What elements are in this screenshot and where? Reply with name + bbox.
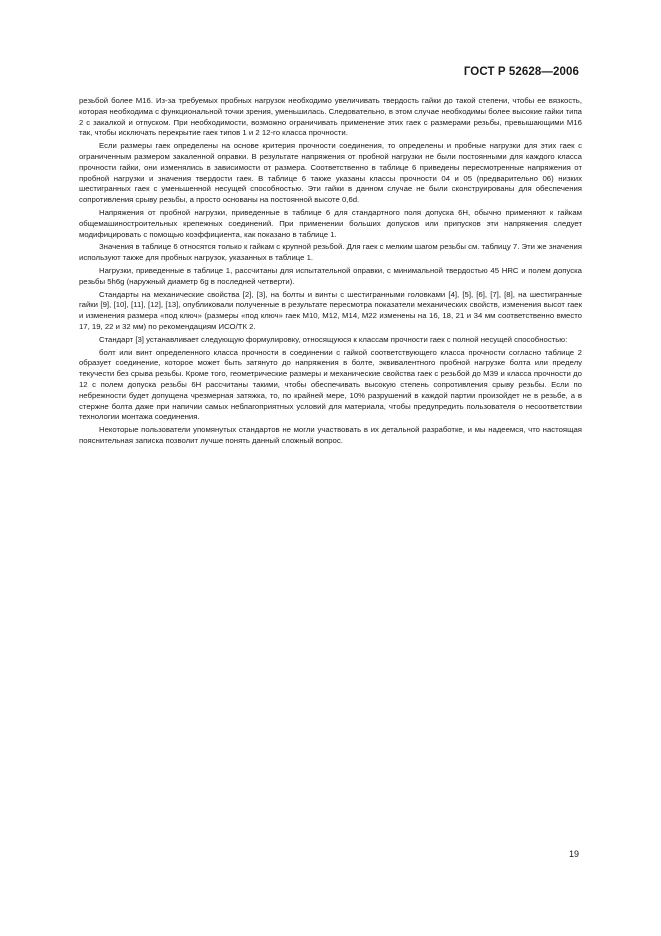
document-code: ГОСТ Р 52628—2006 — [463, 66, 579, 78]
paragraph-2: Если размеры гаек определены на основе критерия прочности соединения, то определены и пробные нагрузки для этих гаек с ограниченным размером закаленной оправки. В результате напряжения от пробной нагрузки не были постоянными для каждого класса прочности гайки, они изменялись в зависимости от размера. Соответственно в таблице 6 приведены пересмотренные напряжения от пробной нагрузки и значения твердости гаек. В таблице 6 также указаны классы прочности 04 и 05 (предварительно 06) низких шестигранных гаек с уменьшенной несущей способностью. Эти гайки в данном случае не были сконструированы для обеспечения сопротивления срыву резьбы, а просто основаны на постоянной высоте 0,6d. — [79, 141, 582, 205]
paragraph-6: Стандарты на механические свойства [2], [3], на болты и винты с шестигранными головками [4], [5], [6], [7], [8], на шестигранные гайки [9], [10], [11], [12], [13], опубликовали полученные в результате пересмотра показатели механических свойств, изменения высот гаек и изменения размера «под ключ» (размеры «под ключ» гаек М10, М12, М14, М22 изменены на 16, 18, 21 и 34 мм соответственно вместо 17, 19, 22 и 32 мм) по рекомендациям ИСО/ТК 2. — [79, 289, 582, 331]
paragraph-8: болт или винт определенного класса прочности в соединении с гайкой соответствующего класса прочности согласно таблице 2 образует соединение, которое может быть затянуто до напряжения в болте, эквивалентного пробной нагрузке болта или пределу текучести без срыва резьбы. Кроме того, геометрические размеры и механические свойства гаек с резьбой до М39 и класса прочности до 12 с полем допуска резьбы 6Н рассчитаны такими, чтобы обеспечивать высокую степень сопротивления срыву резьбы. Если по небрежности будет допущена чрезмерная затяжка, то, по крайней мере, 10% разрушений в каждой партии произойдет не в резьбе, а в стержне болта даже при напичии самых неблагоприятных условий для материала, чтобы предупредить пользователя о несоответствии технологии монтажа соединения. — [79, 347, 582, 422]
body-text — [79, 96, 582, 449]
page-number: 19 — [568, 849, 579, 859]
paragraph-5: Нагрузки, приведенные в таблице 1, рассчитаны для испытательной оправки, с минимальной твердостью 45 HRC и полем допуска резьбы 5h6g (наружный диаметр 6g в последней четверти). — [79, 265, 582, 286]
paragraph-7: Стандарт [3] устанавливает следующую формулировку, относящуюся к классам прочности гаек с полной несущей способностью: — [99, 334, 568, 344]
paragraph-3: Напряжения от пробной нагрузки, приведенные в таблице 6 для стандартного поля допуска 6Н, обычно применяют к гайкам общемашиностроительных крепежных соединений. При применении больших допусков или припусков эти напряжения следует модифицировать с помощью коэффициента, как показано в таблице 1. — [79, 207, 582, 239]
paragraph-9: Некоторые пользователи упомянутых стандартов не могли участвовать в их детальной разработке, и мы надеемся, что настоящая пояснительная записка позволит лучше понять данный сложный вопрос. — [79, 425, 582, 445]
paragraph-4: Значения в таблице 6 относятся только к гайкам с крупной резьбой. Для гаек с мелким шагом резьбы см. таблицу 7. Эти же значения используют также для пробных нагрузок, указанных в таблице 1. — [79, 242, 582, 263]
paragraph-1: резьбой более М16. Из-за требуемых пробных нагрузок необходимо увеличивать твердость гайки до такой степени, чтобы ее вязкость, которая необходима с функциональной точки зрения, уменьшилась. Следовательно, в этом случае необходимы более высокие гайки типа 2 с закалкой и отпуском. При необходимости, возможно ограничивать применение этих гаек с размерами резьбы, превышающими М16 так, чтобы исключать перекрытие гаек типов 1 и 2 12-го класса прочности. — [79, 96, 582, 138]
